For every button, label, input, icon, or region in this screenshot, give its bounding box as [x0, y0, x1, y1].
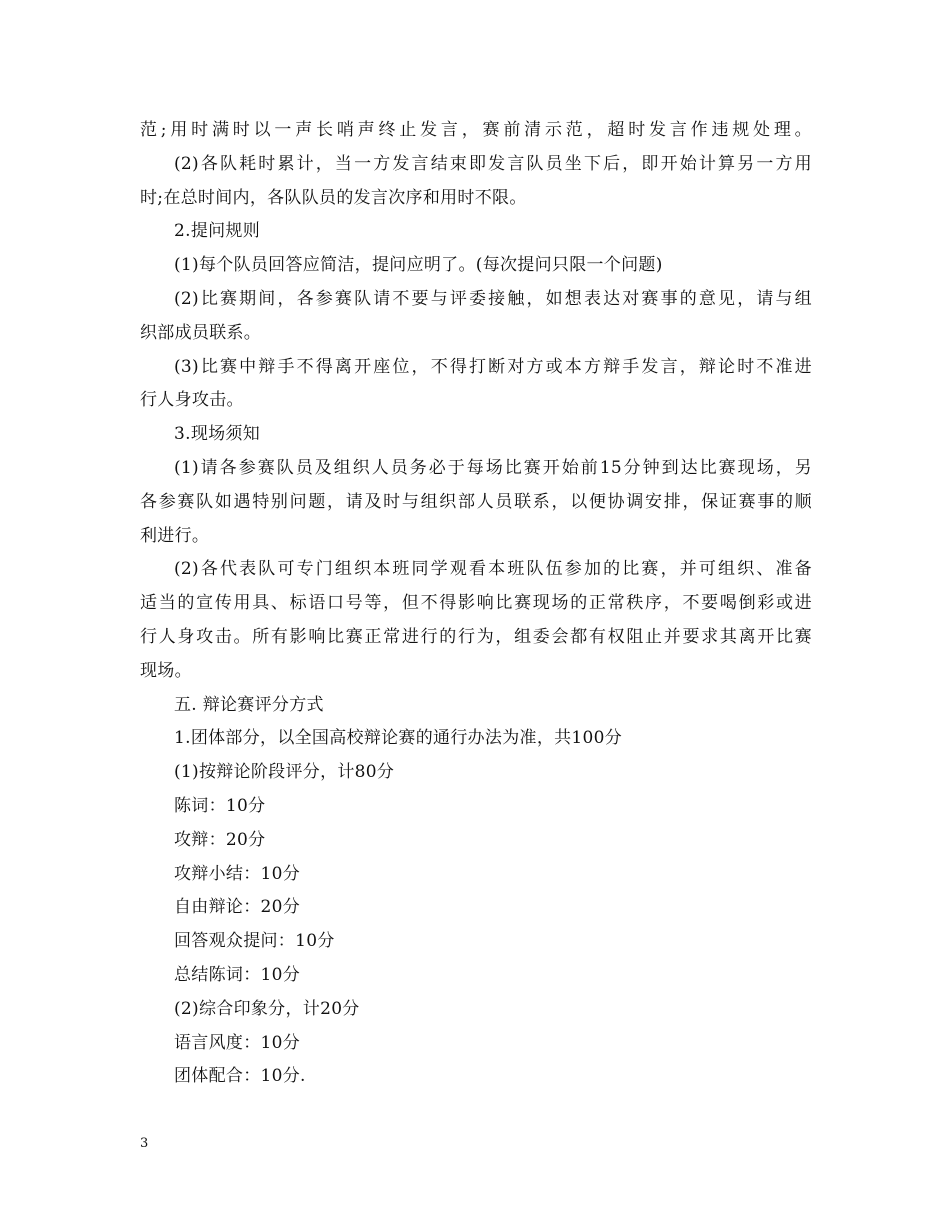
paragraph-line: 1.团体部分，以全国高校辩论赛的通行办法为准，共100分 [174, 728, 623, 749]
paragraph-line: (3)比赛中辩手不得离开座位，不得打断对方或本方辩手发言，辩论时不准进 [174, 356, 812, 377]
list-item: (2)综合印象分，计20分 [174, 998, 360, 1019]
paragraph-line: 行人身攻击。所有影响比赛正常进行的行为，组委会都有权阻止并要求其离开比赛 [140, 626, 812, 647]
list-item: 攻辩：20分 [174, 829, 266, 850]
paragraph-line: 织部成员联系。 [140, 322, 262, 343]
paragraph-line: 各参赛队如遇特别问题，请及时与组织部人员联系，以便协调安排，保证赛事的顺 [140, 491, 812, 512]
document-body [140, 114, 812, 1094]
paragraph-line: 范;用时满时以一声长哨声终止发言，赛前清示范，超时发言作违规处理。 [140, 120, 812, 140]
list-item: (1)按辩论阶段评分，计80分 [174, 762, 395, 783]
paragraph-line: 利进行。 [140, 525, 210, 546]
paragraph-line: (1)每个队员回答应简洁，提问应明了。(每次提问只限一个问题) [174, 255, 663, 276]
list-item: 总结陈词：10分 [174, 964, 301, 985]
paragraph-line: 行人身攻击。 [140, 390, 244, 411]
list-item: 语言风度：10分 [174, 1032, 301, 1053]
list-item: 团体配合：10分. [174, 1066, 306, 1087]
list-item: 陈词：10分 [174, 795, 266, 816]
paragraph-line: 时;在总时间内，各队队员的发言次序和用时不限。 [140, 187, 527, 208]
section-heading: 五. 辩论赛评分方式 [174, 694, 324, 715]
paragraph-line: 现场。 [140, 660, 192, 681]
list-item: 自由辩论：20分 [174, 897, 301, 918]
section-heading: 3.现场须知 [174, 424, 261, 445]
section-heading: 2.提问规则 [174, 221, 261, 242]
paragraph-line: (2)各队耗时累计，当一方发言结束即发言队员坐下后，即开始计算另一方用 [174, 153, 812, 174]
paragraph-line: (1)请各参赛队员及组织人员务必于每场比赛开始前15分钟到达比赛现场，另 [174, 457, 812, 478]
paragraph-line: (2)各代表队可专门组织本班同学观看本班队伍参加的比赛，并可组织、准备 [174, 559, 812, 580]
paragraph-line: (2)比赛期间，各参赛队请不要与评委接触，如想表达对赛事的意见，请与组 [174, 288, 812, 309]
paragraph-line: 适当的宣传用具、标语口号等，但不得影响比赛现场的正常秩序，不要喝倒彩或进 [140, 593, 812, 614]
list-item: 回答观众提问：10分 [174, 931, 335, 952]
page-number: 3 [140, 1136, 149, 1151]
list-item: 攻辩小结：10分 [174, 863, 301, 884]
